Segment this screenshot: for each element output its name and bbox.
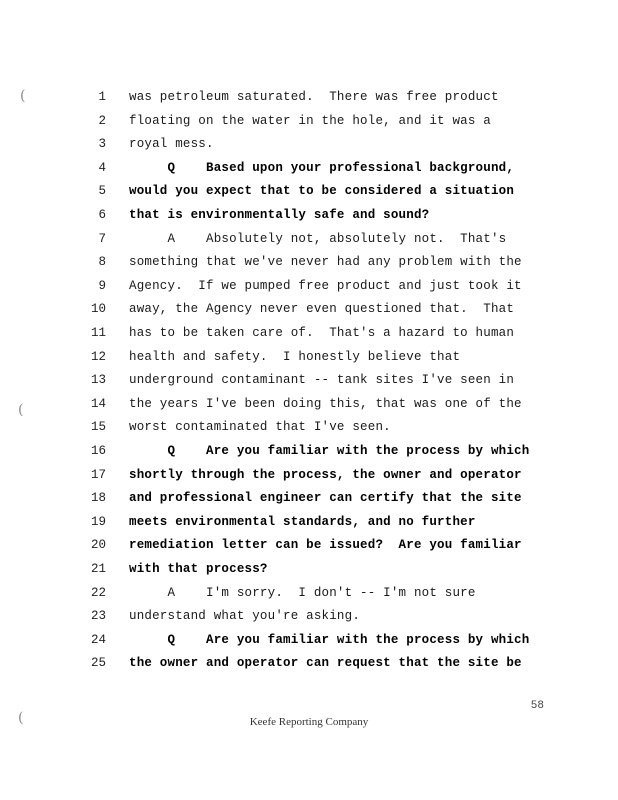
line-number: 10 [90,302,106,317]
line-text: Q Are you familiar with the process by which [129,444,530,458]
line-number: 20 [90,538,106,553]
transcript-line [0,134,618,154]
transcript-line [0,583,618,603]
line-text: remediation letter can be issued? Are you familiar [129,538,522,553]
transcript-line [0,299,618,319]
transcript-line [0,535,618,555]
line-number: 14 [90,396,106,411]
line-text: floating on the water in the hole, and it was a [129,113,491,128]
line-number: 5 [98,184,106,199]
line-number: 8 [98,255,106,270]
line-text: the owner and operator can request that the site be [129,656,522,671]
line-number: 22 [90,585,106,600]
transcript-line [0,417,618,437]
line-number: 19 [90,514,106,529]
line-text: away, the Agency never even questioned that. That [129,302,515,317]
line-text: that is environmentally safe and sound? [129,208,430,222]
transcript-line [0,252,618,272]
line-text: would you expect that to be considered a situation [129,184,515,199]
transcript-line [0,111,618,131]
line-text: meets environmental standards, and no further [129,514,476,529]
scan-mark-middle: ( [18,402,24,418]
transcript-line [0,488,618,508]
transcript-line [0,653,618,673]
line-number: 4 [98,160,106,175]
line-number: 9 [98,278,106,293]
line-text: and professional engineer can certify that the site [129,491,522,506]
line-text: worst contaminated that I've seen. [129,420,391,435]
transcript-line [0,370,618,390]
line-number: 11 [90,326,106,340]
transcript-line [0,347,618,367]
transcript-line [0,630,618,650]
line-number: 21 [90,562,106,576]
transcript-line [0,394,618,414]
line-number: 1 [98,90,106,104]
line-text: underground contaminant -- tank sites I've seen in [129,373,515,388]
line-text: Q Based upon your professional background, [129,160,515,175]
line-number: 6 [98,208,106,222]
line-number: 25 [90,656,106,671]
line-text: royal mess. [129,137,214,152]
transcript-line [0,606,618,626]
line-number: 23 [90,609,106,624]
line-number: 18 [90,491,106,506]
transcript-line [0,181,618,201]
scan-mark-bottom: ( [18,710,24,726]
line-text: A I'm sorry. I don't -- I'm not sure [129,585,476,600]
transcript-line [0,276,618,296]
line-text: A Absolutely not, absolutely not. That's [129,231,507,246]
transcript-line [0,229,618,249]
transcript-line [0,441,618,461]
line-text: has to be taken care of. That's a hazard to human [129,326,515,340]
transcript-line [0,559,618,579]
line-number: 13 [90,373,106,388]
line-text: the years I've been doing this, that was one of the [129,396,522,411]
transcript-line [0,87,618,107]
line-text: something that we've never had any problem with the [129,255,522,270]
transcript-line [0,512,618,532]
transcript-line [0,323,618,343]
line-text: shortly through the process, the owner and operator [129,467,522,482]
transcript-line [0,465,618,485]
line-text: was petroleum saturated. There was free product [129,90,499,104]
scan-mark-top: ( [20,88,26,104]
line-text: with that process? [129,562,268,576]
line-number: 12 [90,349,106,364]
line-number: 16 [90,444,106,458]
line-number: 15 [90,420,106,435]
line-number: 7 [98,231,106,246]
transcript-line [0,205,618,225]
line-text: Agency. If we pumped free product and just took it [129,278,522,293]
reporter-footer: Keefe Reporting Company [249,716,369,728]
line-text: Q Are you familiar with the process by which [129,632,530,647]
line-text: health and safety. I honestly believe that [129,349,461,364]
line-number: 2 [98,113,106,128]
page-number: 58 [530,700,544,712]
line-text: understand what you're asking. [129,609,361,624]
line-number: 3 [98,137,106,152]
transcript-line [0,158,618,178]
line-number: 24 [90,632,106,647]
line-number: 17 [90,467,106,482]
